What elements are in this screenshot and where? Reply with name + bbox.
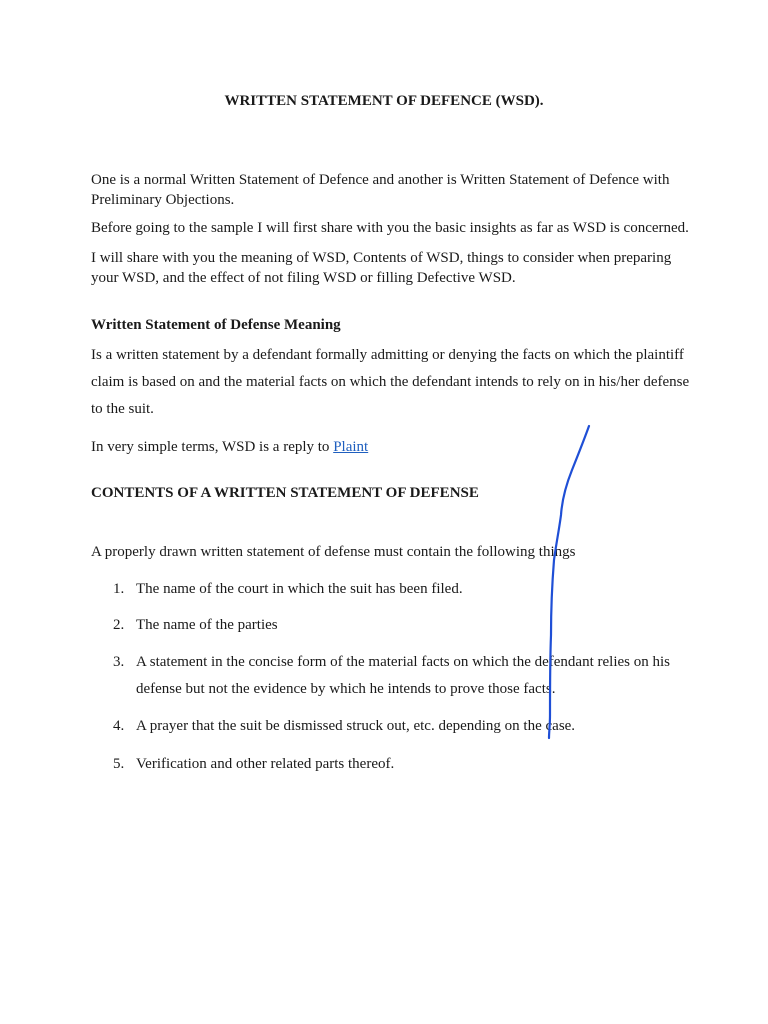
list-item-text: A prayer that the suit be dismissed struck out, etc. depending on the case. [136,718,576,734]
list-item-number: 1. [113,581,125,597]
list-item [113,649,693,703]
simple-terms-text: In very simple terms, WSD is a reply to [91,439,334,455]
intro-paragraph-2: Before going to the sample I will first share with you the basic insights as far as WSD is concerned. [91,220,689,236]
document-title: WRITTEN STATEMENT OF DEFENCE (WSD). [224,93,544,109]
list-item-number: 4. [113,718,125,734]
list-item [113,576,693,603]
list-item-text: A statement in the concise form of the material facts on which the defendant relies on his defense but not the evidence by which he intends to prove those facts. [136,654,670,697]
list-item-number: 3. [113,654,125,670]
contents-lead: A properly drawn written statement of defense must contain the following things [91,544,576,560]
list-item-text: Verification and other related parts thereof. [136,756,395,772]
list-item-text: The name of the court in which the suit has been filed. [136,581,463,597]
contents-heading: CONTENTS OF A WRITTEN STATEMENT OF DEFENSE [91,485,479,501]
meaning-body: Is a written statement by a defendant formally admitting or denying the facts on which the plaintiff claim is based on and the material facts on which the defendant intends to rely on in his/her defense to the suit. [91,347,690,417]
list-item [113,713,693,740]
intro-paragraph-3: I will share with you the meaning of WSD, Contents of WSD, things to consider when preparing your WSD, and the effect of not filing WSD or filling Defective WSD. [91,250,672,286]
list-item-number: 5. [113,756,125,772]
intro-paragraph-1: One is a normal Written Statement of Defence and another is Written Statement of Defence with Preliminary Objections. [91,172,670,208]
meaning-heading: Written Statement of Defense Meaning [91,317,341,333]
list-item [113,612,693,639]
list-item-number: 2. [113,617,125,633]
plaint-link[interactable]: Plaint [333,439,369,455]
list-item [113,751,693,778]
simple-terms-line [91,438,691,458]
list-item-text: The name of the parties [136,617,278,633]
